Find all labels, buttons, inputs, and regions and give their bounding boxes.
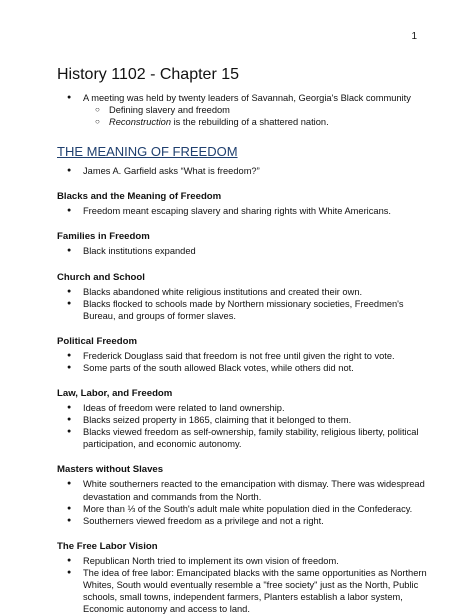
section-heading: THE MEANING OF FREEDOM [57, 144, 238, 160]
subsection-title: Families in Freedom [57, 231, 150, 243]
list-item: ● More than ⅓ of the South's adult male white population died in the Confederacy. [57, 503, 429, 515]
list-item: ● Ideas of freedom were related to land ownership. [57, 402, 429, 414]
list-item: ● The idea of free labor: Emancipated blacks with the same opportunities as Northern Whites, South would eventually resemble a "free society" just as the North, Public schools, small towns, independent farmers, Planters establish a labor system, Economic autonomy and access to land. [57, 567, 429, 615]
subsection-title: Law, Labor, and Freedom [57, 388, 173, 400]
list-item: ● Blacks abandoned white religious institutions and created their own. [57, 286, 429, 298]
list-item: ● Blacks flocked to schools made by Northern missionary societies, Freedmen's Bureau, and groups of former slaves. [57, 298, 429, 322]
subsection-title: The Free Labor Vision [57, 540, 158, 552]
list-item: ● James A. Garfield asks “What is freedom?” [57, 165, 429, 177]
subsection-list [57, 555, 429, 615]
subsection-title: Political Freedom [57, 335, 137, 347]
intro-list [57, 92, 429, 128]
subsection-list [57, 478, 429, 526]
reconstruction-term: Reconstruction [109, 117, 172, 128]
subsection-title: Masters without Slaves [57, 464, 164, 476]
list-item [57, 116, 429, 128]
subsection-list [57, 286, 429, 322]
list-item: ● Blacks viewed freedom as self-ownership, family stability, religious liberty, political participation, and economic autonomy. [57, 426, 429, 450]
list-item: ● Southerners viewed freedom as a privilege and not a right. [57, 515, 429, 527]
list-item: ● Some parts of the south allowed Black votes, while others did not. [57, 362, 429, 374]
list-item: ● Freedom meant escaping slavery and sharing rights with White Americans. [57, 205, 429, 217]
page-number: 1 [411, 31, 417, 42]
subsection-list [57, 245, 429, 257]
list-item: ● Black institutions expanded [57, 245, 429, 257]
subsection-title: Church and School [57, 271, 145, 283]
document-title: History 1102 - Chapter 15 [57, 66, 240, 83]
reconstruction-definition: is the rebuilding of a shattered nation. [171, 117, 329, 128]
subsection-list [57, 402, 429, 450]
list-item: ● A meeting was held by twenty leaders of Savannah, Georgia's Black community [57, 92, 429, 104]
document-content [57, 66, 429, 615]
heading-list [57, 165, 429, 177]
list-item: ● Frederick Douglass said that freedom is not free until given the right to vote. [57, 350, 429, 362]
subsection-list [57, 350, 429, 374]
subsection-list [57, 205, 429, 217]
list-item: ● White southerners reacted to the emancipation with dismay. There was widespread devastation and commands from the North. [57, 478, 429, 502]
list-item: ● Republican North tried to implement its own vision of freedom. [57, 555, 429, 567]
list-item: ● Blacks seized property in 1865, claiming that it belonged to them. [57, 414, 429, 426]
list-item: ○ Defining slavery and freedom [57, 104, 429, 116]
subsection-title: Blacks and the Meaning of Freedom [57, 191, 222, 203]
